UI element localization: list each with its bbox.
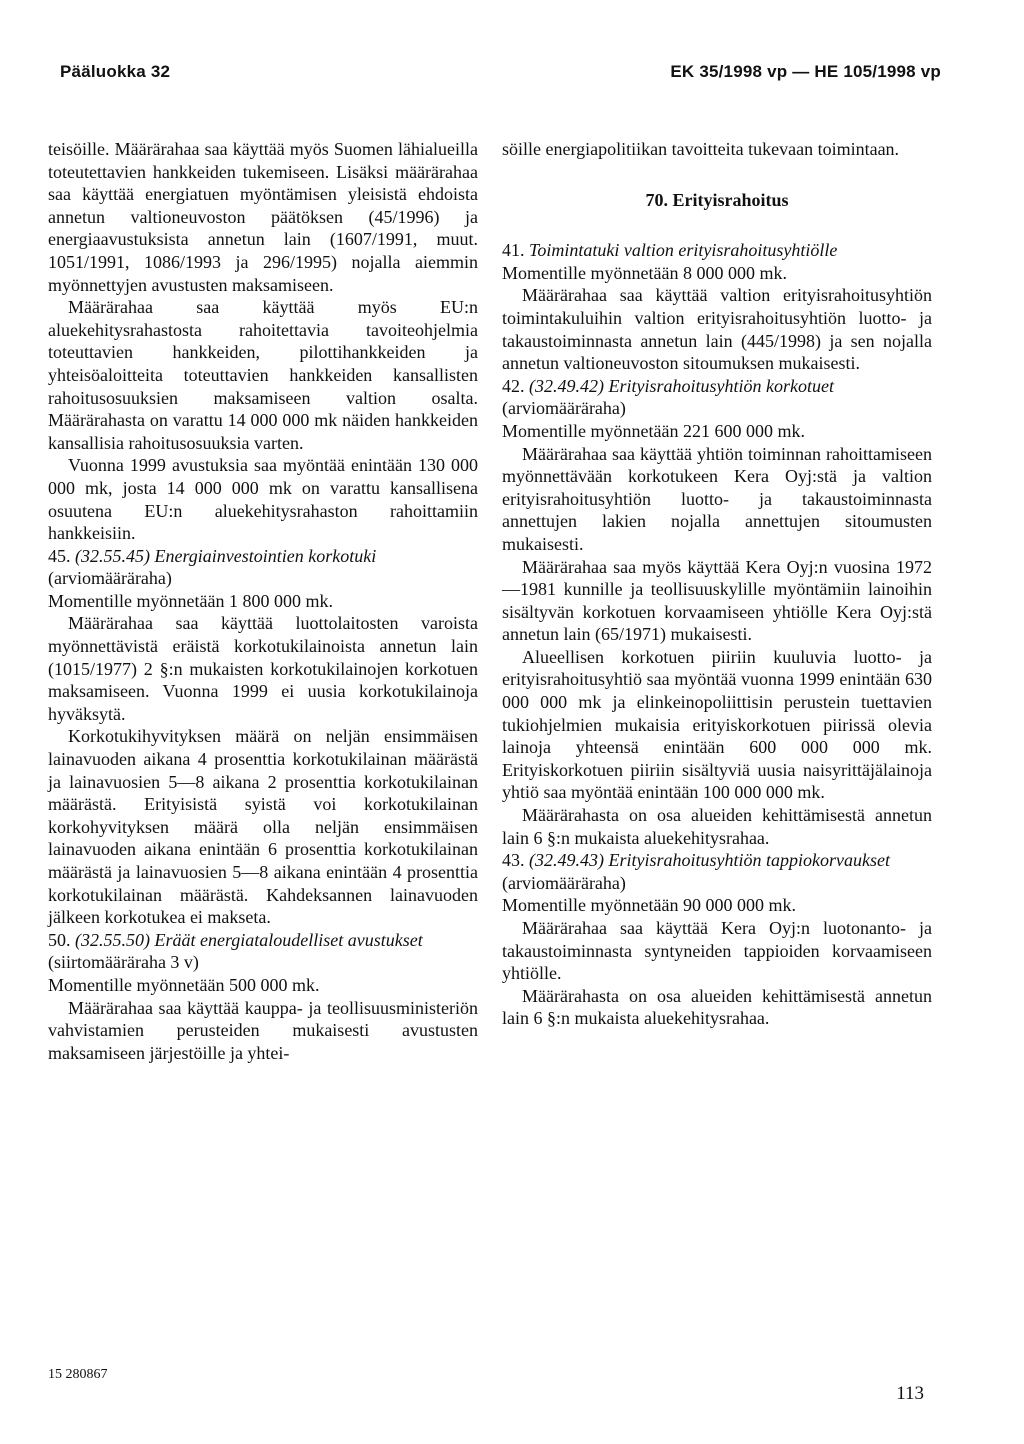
item-type: (arviomääräraha) — [48, 568, 172, 589]
section-heading: 70. Erityisrahoitus — [645, 189, 789, 210]
item-title: (32.49.42) Erityisrahoitusyhtiön korkotuet — [529, 375, 834, 396]
item-number: 43. — [502, 850, 525, 871]
appropriation-amount: Momentille myönnetään 8 000 000 mk. — [502, 262, 787, 283]
paragraph: Määrärahaa saa käyttää myös EU:n aluekehitysrahastosta rahoitettavia tavoiteohjelmia toteuttavien hankkeiden, pilottihankkeiden ja yhteisöaloitteita toteuttavien hankkeiden kansallisten rahoitusosuuksien maksamiseen valtion osalta. Määrärahasta on varattu 14 000 000 mk näiden hankkeiden kansallisia rahoitusosuuksia varten. — [48, 297, 478, 453]
paragraph: Korkotukihyvityksen määrä on neljän ensimmäisen lainavuoden aikana 4 prosenttia korkotukilainan määrästä ja lainavuosien 5—8 aikana 2 prosenttia korkotukilainan määrästä. Erityisistä syistä voi korkotukilainan korkohyvityksen määrä olla neljän ensimmäisen lainavuoden aikana enintään 6 prosenttia korkotukilainan määrästä ja lainavuosien 5—8 aikana enintään 4 prosenttia korkotukilainan määrästä. Kahdeksannen lainavuoden jälkeen korkotukea ei makseta. — [48, 726, 478, 928]
paragraph: Määrärahaa saa käyttää Kera Oyj:n luotonanto- ja takaustoiminnasta syntyneiden tappioiden korvaamiseen yhtiölle. — [502, 918, 932, 984]
paragraph: Määrärahaa saa käyttää yhtiön toiminnan rahoittamiseen myönnettävään korkotukeen Kera Oyj:stä ja valtion erityisrahoitusyhtiön luotto- ja takaustoiminnasta annettujen lakien nojalla annettujen sitoumusten mukaisesti. — [502, 443, 932, 554]
paragraph: Määrärahaa saa käyttää luottolaitosten varoista myönnettävistä eräistä korkotukilainoista annetun lain (1015/1977) 2 §:n mukaisten korkotukilainojen korkotuen maksamiseen. Vuonna 1999 ei uusia korkotukilainoja hyväksytä. — [48, 613, 478, 724]
page-number: 113 — [896, 1383, 924, 1404]
item-number: 41. — [502, 240, 525, 261]
item-title: (32.55.45) Energiainvestointien korkotuki — [75, 545, 377, 566]
paragraph: Määrärahaa saa käyttää valtion erityisrahoitusyhtiön toimintakuluihin valtion erityisrahoitusyhtiön luotto- ja takaustoiminnasta annetun lain (445/1998) ja sen nojalla annetun valtioneuvoston sitoumuksen mukaisesti. — [502, 285, 932, 374]
item-number: 45. — [48, 545, 71, 566]
item-heading-45 — [48, 545, 478, 590]
paragraph: Määrärahasta on osa alueiden kehittämisestä annetun lain 6 §:n mukaista aluekehitysrahaa. — [502, 985, 932, 1029]
paragraph: Määrärahaa saa käyttää kauppa- ja teollisuusministeriön vahvistamien perusteiden mukaisesti avustusten maksamiseen järjestöille ja yhtei- — [48, 997, 478, 1063]
appropriation-amount: Momentille myönnetään 500 000 mk. — [48, 974, 320, 995]
item-heading-42 — [502, 375, 932, 420]
item-title: (32.49.43) Erityisrahoitusyhtiön tappiokorvaukset — [529, 850, 890, 871]
item-title: Toimintatuki valtion erityisrahoitusyhtiölle — [529, 240, 838, 261]
item-heading-43 — [502, 849, 932, 894]
running-header-left: Pääluokka 32 — [60, 62, 171, 81]
paragraph: söille energiapolitiikan tavoitteita tukevaan toimintaan. — [502, 139, 900, 159]
right-column — [502, 138, 932, 1030]
paragraph: teisöille. Määrärahaa saa käyttää myös Suomen lähialueilla toteutettavien hankkeiden tukemiseen. Lisäksi määrärahaa saa käyttää energiatuen myöntämisen yleisistä ehdoista annetun valtioneuvoston päätöksen (45/1996) ja energiaavustuksista annetun lain (1607/1991, muut. 1051/1991, 1086/1993 ja 296/1995) nojalla aiemmin myönnettyjen avustusten maksamiseen. — [48, 139, 478, 295]
item-type: (arviomääräraha) — [502, 398, 626, 419]
paragraph: Määrärahaa saa myös käyttää Kera Oyj:n vuosina 1972—1981 kunnille ja teollisuuskylille myöntämiin lainoihin sisältyvän korkotuen korvaamiseen yhtiölle Kera Oyj:stä annetun lain (65/1971) mukaisesti. — [502, 556, 932, 645]
paragraph: Määrärahasta on osa alueiden kehittämisestä annetun lain 6 §:n mukaista aluekehitysrahaa. — [502, 805, 932, 848]
appropriation-amount: Momentille myönnetään 90 000 000 mk. — [502, 895, 796, 916]
item-heading-41 — [502, 239, 932, 262]
print-code: 15 280867 — [48, 1367, 108, 1382]
running-header-right: EK 35/1998 vp — HE 105/1998 vp — [670, 62, 941, 81]
item-heading-50 — [48, 929, 478, 974]
paragraph: Vuonna 1999 avustuksia saa myöntää enintään 130 000 000 mk, josta 14 000 000 mk on varattu kansallisena osuutena EU:n aluekehitysrahaston rahoittamiin hankkeisiin. — [48, 455, 478, 544]
item-number: 42. — [502, 375, 525, 396]
paragraph: Alueellisen korkotuen piiriin kuuluvia luotto- ja erityisrahoitusyhtiö saa myöntää vuonna 1999 enintään 630 000 000 mk ja elinkeinopoliittisin perustein tuettavien tukiohjelmien mukaisia erityiskorkotuen piirissä olevia lainoja yhteensä enintään 600 000 000 mk. Erityiskorkotuen piiriin sisältyviä uusia naisyrittäjälainoja yhtiö saa myöntää enintään 100 000 000 mk. — [502, 646, 932, 803]
left-column — [48, 138, 478, 1064]
item-type: (arviomääräraha) — [502, 872, 626, 893]
item-type: (siirtomääräraha 3 v) — [48, 952, 199, 973]
item-number: 50. — [48, 929, 71, 950]
appropriation-amount: Momentille myönnetään 1 800 000 mk. — [48, 590, 333, 611]
item-title: (32.55.50) Eräät energiataloudelliset avustukset — [75, 929, 423, 950]
appropriation-amount: Momentille myönnetään 221 600 000 mk. — [502, 420, 805, 441]
